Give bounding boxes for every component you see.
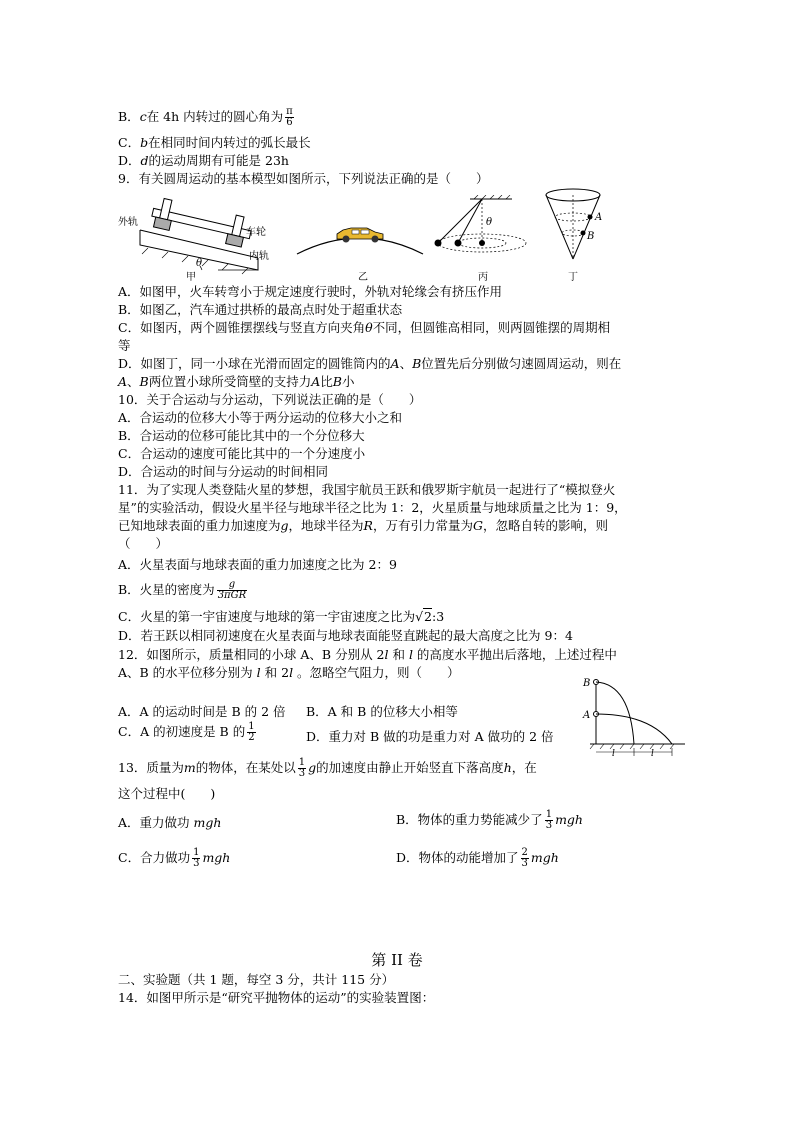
label-theta-bing: θ [486, 217, 493, 228]
q12-option-d: D．重力对 B 做的功是重力对 A 做功的 2 倍 [306, 729, 554, 744]
q9-stem: 9．有关圆周运动的基本模型如图所示，下列说法正确的是（ ） [118, 171, 489, 186]
figure-bing-conical-pendulum [432, 195, 542, 265]
q10-stem: 10．关于合运动与分运动，下列说法正确的是（ ） [118, 392, 422, 407]
q10-option-b: B．合运动的位移可能比其中的一个分位移大 [118, 428, 365, 443]
q12-stem-line2: A、B 的水平位移分别为 l 和 2l 。忽略空气阻力，则（ ） [118, 665, 460, 680]
q8-option-d: D．d的运动周期有可能是 23h [118, 153, 289, 168]
label-theta: θ [196, 258, 203, 269]
q9-option-d: D．如图丁，同一小球在光滑而固定的圆锥筒内的A、B位置先后分别做匀速圆周运动，则在 [118, 356, 622, 371]
q10-option-c: C．合运动的速度可能比其中的一个分速度小 [118, 446, 366, 461]
label-wheel: 车轮 [246, 227, 266, 238]
caption-bing: 丙 [478, 272, 488, 283]
figure-jia-train-on-curve [118, 190, 283, 280]
fraction-two-thirds: $\frac{2}{3}$ [521, 847, 528, 869]
label-l1-q12: l [612, 749, 615, 759]
q9-option-c: C．如图丙，两个圆锥摆摆线与竖直方向夹角θ不同，但圆锥高相同，则两圆锥摆的周期相 [118, 320, 611, 335]
q11-stem-line2: 星”的实验活动，假设火星半径与地球半径之比为 1：2，火星质量与地球质量之比为 1：9， [118, 500, 627, 515]
q12-option-b: B．A 和 B 的位移大小相等 [306, 704, 458, 719]
section-experiment-heading: 二、实验题（共 1 题，每空 3 分，共计 115 分） [118, 972, 395, 987]
q11-option-a: A．火星表面与地球表面的重力加速度之比为 2：9 [118, 557, 397, 572]
label-outer-rail: 外轨 [118, 217, 138, 228]
q14-stem: 14．如图甲所示是“研究平抛物体的运动”的实验装置图： [118, 990, 435, 1005]
caption-jia: 甲 [186, 272, 196, 283]
caption-ding: 丁 [568, 272, 578, 283]
q11-stem-line1: 11．为了实现人类登陆火星的梦想，我国宇航员王跃和俄罗斯宇航员一起进行了“模拟登火 [118, 482, 616, 497]
q9-option-c-cont: 等 [118, 338, 131, 353]
q11-stem-line4: （ ） [118, 536, 169, 551]
label-A-ding: A [595, 212, 603, 223]
q13-option-b: B．物体的重力势能减少了 $\frac{1}{3}$ mgh [396, 809, 583, 831]
fraction-one-third-c: $\frac{1}{3}$ [193, 847, 200, 869]
fraction-one-third-b: $\frac{1}{3}$ [545, 809, 553, 831]
fraction-one-half: $\frac{1}{2}$ [248, 721, 255, 743]
q11-option-d: D．若王跃以相同初速度在火星表面与地球表面能竖直跳起的最大高度之比为 9：4 [118, 628, 573, 643]
q10-option-d: D．合运动的时间与分运动的时间相同 [118, 464, 329, 479]
fraction-density: $\frac{g}{\text{3πGR}}$ [217, 579, 247, 601]
label-B-ding: B [587, 231, 595, 242]
figure-yi-car-on-bridge [295, 210, 425, 260]
caption-yi: 乙 [358, 272, 368, 283]
figure-ding-cone-funnel [540, 187, 610, 262]
label-inner-rail: 内轨 [249, 251, 269, 262]
part-ii-title: 第 II 卷 [371, 951, 423, 969]
q8-option-b: B．c在 4h 内转过的圆心角为 $\frac{\pi}{6}$ [118, 106, 293, 128]
q13-option-d: D．物体的动能增加了 $\frac{2}{3}$ mgh [396, 847, 559, 869]
q12-option-c: C．A 的初速度是 B 的 $\frac{1}{2}$ [118, 721, 255, 743]
q12-stem-line1: 12．如图所示，质量相同的小球 A、B 分别从 2l 和 l 的高度水平抛出后落地，上述过程中 [118, 647, 617, 662]
q13-stem-line2: 这个过程中( ) [118, 786, 216, 801]
figure-q12-projectiles [580, 672, 690, 760]
q9-option-d-cont: A、B两位置小球所受筒壁的支持力A比B小 [118, 374, 355, 389]
label-l2-q12: l [651, 749, 654, 759]
label-B-q12: B [583, 678, 591, 689]
q13-stem-line1: 13．质量为m的物体，在某处以 $\frac{1}{3}$ g的加速度由静止开始竖直下落高度h，在 [118, 757, 537, 779]
q11-stem-line3: 已知地球表面的重力加速度为g，地球半径为R，万有引力常量为G，忽略自转的影响，则 [118, 518, 608, 533]
fraction-one-third-g: $\frac{1}{3}$ [298, 757, 306, 779]
q11-option-c: C．火星的第一宇宙速度与地球的第一宇宙速度之比为√2:3 [118, 609, 445, 624]
q11-option-b: B．火星的密度为 $\frac{g}{\text{3πGR}}$ [118, 579, 247, 601]
fraction-pi-over-6: $\frac{\pi}{6}$ [286, 106, 293, 128]
q9-option-b: B．如图乙，汽车通过拱桥的最高点时处于超重状态 [118, 302, 403, 317]
q13-option-c: C．合力做功 $\frac{1}{3}$ mgh [118, 847, 231, 869]
q8-option-c: C．b在相同时间内转过的弧长最长 [118, 135, 311, 150]
q12-option-a: A．A 的运动时间是 B 的 2 倍 [118, 704, 286, 719]
q10-option-a: A．合运动的位移大小等于两分运动的位移大小之和 [118, 410, 403, 425]
q9-option-a: A．如图甲，火车转弯小于规定速度行驶时，外轨对轮缘会有挤压作用 [118, 284, 503, 299]
label-A-q12: A [583, 710, 591, 721]
q13-option-a: A．重力做功 mgh [118, 815, 222, 830]
